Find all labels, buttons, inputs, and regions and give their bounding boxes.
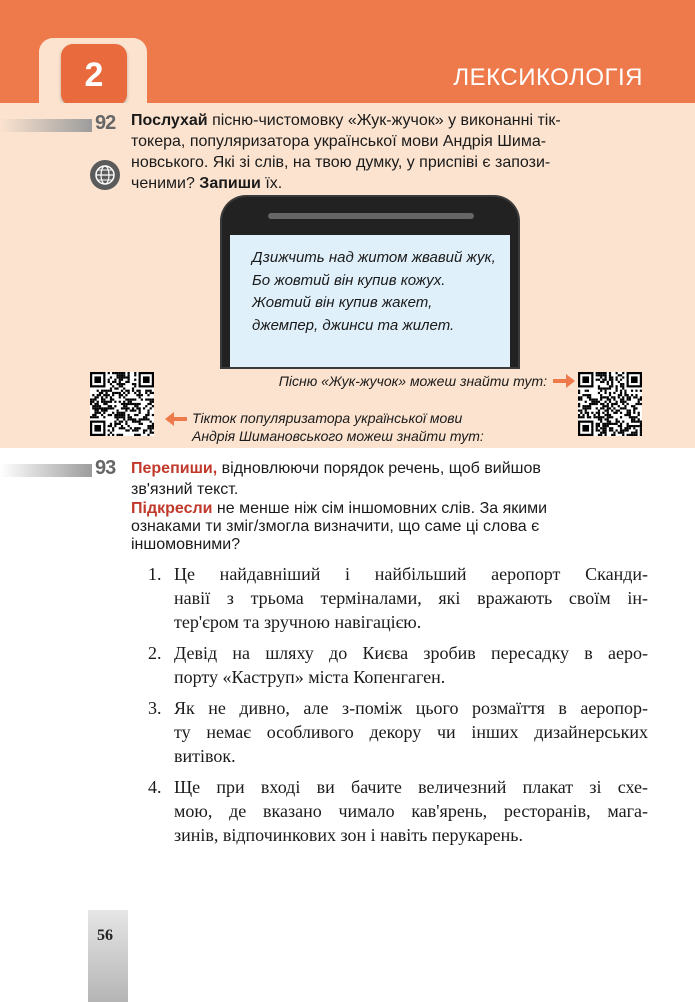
phone-screen <box>230 235 510 367</box>
phone-illustration <box>222 197 518 367</box>
list-item-number: 4. <box>148 777 162 797</box>
section-title: ЛЕКСИКОЛОГІЯ <box>453 64 643 91</box>
list-item-number: 3. <box>148 698 162 718</box>
task-line: зв'язний текст. <box>131 481 239 498</box>
task-line-3: новського. Які зі слів, на твою думку, у приспіві є запози- <box>131 154 551 171</box>
exercise-92-number: 92 <box>95 112 116 134</box>
task-line-4-tail: їх. <box>260 175 283 192</box>
list-item-text <box>174 641 648 689</box>
list-item-number: 1. <box>148 564 162 584</box>
exercise-93-task-2 <box>131 500 611 554</box>
list-item-text <box>174 696 648 768</box>
song-lyrics <box>252 247 496 337</box>
task-line <box>131 500 611 518</box>
exercise-93-number: 93 <box>95 457 116 479</box>
list-item <box>148 562 648 634</box>
list-item-line: ту немає особливого декору чи інших дизайнерських <box>174 722 648 742</box>
qr-tiktok-caption <box>192 409 484 445</box>
list-item <box>148 696 648 768</box>
qr-tiktok-caption-line: Андрія Шимановського можеш знайти тут: <box>192 428 484 444</box>
arrow-left-icon <box>165 412 187 426</box>
exercise-92-task <box>131 110 611 194</box>
task-verb-rewrite: Перепиши, <box>131 460 218 477</box>
lyrics-line: Дзижчить над житом жвавий жук, <box>252 249 496 266</box>
task-line-1 <box>131 110 611 131</box>
list-item-line: Це найдавніший і найбільший аеропорт Сканди- <box>174 564 648 584</box>
lyrics-line: Жовтий він купив жакет, <box>252 294 433 311</box>
qr-code-song[interactable] <box>578 372 642 436</box>
globe-icon-glyph <box>94 164 116 186</box>
task-line-4-text: ченими? <box>131 175 200 192</box>
qr-song-caption: Пісню «Жук-жучок» можеш знайти тут: <box>278 373 547 389</box>
exercise-number-bar <box>0 464 92 477</box>
qr-tiktok-caption-line: Тікток популяризатора української мови <box>192 410 463 426</box>
lyrics-line: Бо жовтий він купив кожух. <box>252 271 446 289</box>
sentence-list <box>148 562 648 854</box>
list-item-number: 2. <box>148 643 162 663</box>
task-line-text: відновлюючи порядок речень, щоб вийшов <box>217 460 541 477</box>
exercise-number-bar <box>0 119 92 132</box>
chapter-number-badge: 2 <box>61 44 127 106</box>
list-item-line: Ще при вході ви бачите величезний плакат зі схе- <box>174 777 648 797</box>
task-line: ознаками ти зміг/змогла визначити, що саме ці слова є <box>131 518 540 535</box>
task-line <box>131 458 611 479</box>
list-item-text <box>174 562 648 634</box>
lyrics-line: джемпер, джинси та жилет. <box>252 316 455 334</box>
task-line-1-text: пісню-чистомовку «Жук-жучок» у виконанні тік- <box>207 112 561 129</box>
task-line-4 <box>131 173 611 194</box>
arrow-right-icon <box>553 374 575 388</box>
task-line-text: не менше ніж сім іншомовних слів. За якими <box>212 500 548 517</box>
task-verb-write: Запиши <box>199 175 261 192</box>
list-item-text <box>174 775 648 847</box>
exercise-93-task-1 <box>131 458 611 500</box>
phone-speaker <box>268 213 474 219</box>
task-verb-underline: Підкресли <box>131 500 213 517</box>
list-item-line: мою, де вказано чимало кав'ярень, ресторанів, мага- <box>174 801 648 821</box>
qr-code-tiktok[interactable] <box>90 372 154 436</box>
list-item-line: Девід на шляху до Києва зробив пересадку в аеро- <box>174 643 648 663</box>
list-item-line: тер'єром та зручною навігацією. <box>174 612 422 632</box>
list-item <box>148 641 648 689</box>
task-verb-listen: Послухай <box>131 112 208 129</box>
task-line: іншомовними? <box>131 536 241 553</box>
list-item <box>148 775 648 847</box>
page-number: 56 <box>97 927 113 944</box>
page-number-strip <box>88 910 128 1002</box>
list-item-line: зинів, відпочинкових зон і навіть перукарень. <box>174 825 523 845</box>
list-item-line: Як не дивно, але з-поміж цього розмаїття в аеропор- <box>174 698 648 718</box>
task-line-2: токера, популяризатора української мови Андрія Шима- <box>131 133 547 150</box>
list-item-line: витівок. <box>174 746 236 766</box>
list-item-line: порту «Каструп» міста Копенгаген. <box>174 667 446 687</box>
globe-icon <box>90 160 120 190</box>
list-item-line: навії з трьома терміналами, які вражають своїм ін- <box>174 588 648 608</box>
